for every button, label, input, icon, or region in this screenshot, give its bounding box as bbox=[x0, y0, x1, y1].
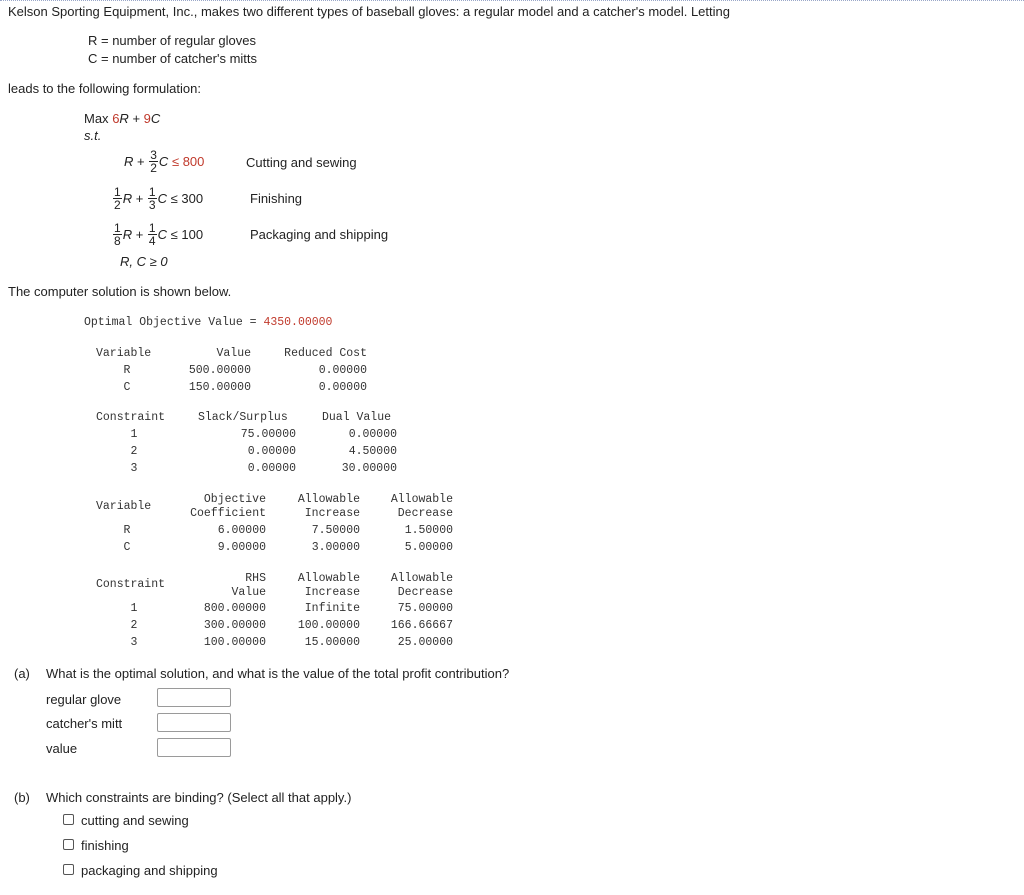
packaging-shipping-checkbox[interactable] bbox=[63, 864, 74, 875]
t4-row-2-inc: 100.00000 bbox=[297, 619, 360, 632]
t2-header-constraint: Constraint bbox=[96, 411, 166, 424]
constraint-2-c: C bbox=[157, 190, 167, 206]
t2-row-1-dual: 0.00000 bbox=[348, 428, 397, 441]
t1-row-2-var: C bbox=[123, 381, 131, 394]
t3-header-objective: Objective bbox=[203, 493, 266, 506]
constraint-2-plus: + bbox=[135, 190, 144, 206]
frac-den: 8 bbox=[114, 233, 121, 248]
frac-den: 3 bbox=[148, 197, 156, 212]
st-label: s.t. bbox=[84, 128, 102, 143]
frac-den: 2 bbox=[150, 160, 157, 175]
obj-coef-r: 6 bbox=[112, 111, 120, 126]
frac-den: 2 bbox=[114, 197, 121, 212]
nonneg-constraint: R, C ≥ 0 bbox=[120, 254, 168, 269]
regular-glove-label: regular glove bbox=[46, 692, 122, 707]
t3-row-2-inc: 3.00000 bbox=[311, 541, 360, 554]
t2-row-3-dual: 30.00000 bbox=[341, 462, 397, 475]
cutting-sewing-option-label[interactable]: cutting and sewing bbox=[81, 813, 189, 828]
constraint-1-rel: ≤ bbox=[171, 153, 180, 169]
obj-var-c: C bbox=[150, 111, 161, 126]
top-divider bbox=[0, 0, 1024, 2]
part-a-label: (a) bbox=[14, 666, 30, 681]
max-label: Max bbox=[84, 111, 109, 126]
obj-var-r: R bbox=[119, 111, 129, 126]
frac-num: 1 bbox=[148, 184, 156, 199]
t4-row-3-dec: 25.00000 bbox=[397, 636, 453, 649]
t4-row-1-constraint: 1 bbox=[130, 602, 138, 615]
constraint-2-rhs: 300 bbox=[181, 190, 204, 206]
t3-row-1-coef: 6.00000 bbox=[217, 524, 266, 537]
t3-header-coefficient: Coefficient bbox=[190, 507, 266, 520]
t1-header-variable: Variable bbox=[96, 347, 152, 360]
t3-row-1-dec: 1.50000 bbox=[404, 524, 453, 537]
constraint-3-r: R bbox=[122, 226, 133, 242]
t4-row-3-inc: 15.00000 bbox=[304, 636, 360, 649]
solution-intro: The computer solution is shown below. bbox=[8, 284, 232, 299]
constraint-2 bbox=[112, 183, 203, 213]
t4-header-allow-dec-2: Decrease bbox=[397, 586, 453, 599]
t3-row-2-dec: 5.00000 bbox=[404, 541, 453, 554]
obj-coef-c: 9 bbox=[143, 111, 151, 126]
t4-header-constraint: Constraint bbox=[96, 578, 166, 591]
t4-row-3-constraint: 3 bbox=[130, 636, 138, 649]
t2-row-3-slack: 0.00000 bbox=[247, 462, 296, 475]
constraint-2-rel: ≤ bbox=[170, 190, 178, 206]
constraint-1-label: Cutting and sewing bbox=[246, 155, 357, 170]
constraint-1-c-fraction bbox=[149, 149, 158, 174]
constraint-1 bbox=[124, 146, 204, 176]
t4-row-2-constraint: 2 bbox=[130, 619, 138, 632]
constraint-3-r-fraction bbox=[113, 222, 122, 247]
part-a-question: What is the optimal solution, and what is the value of the total profit contribution? bbox=[46, 666, 510, 681]
t2-row-3-constraint: 3 bbox=[130, 462, 138, 475]
constraint-2-r: R bbox=[122, 190, 133, 206]
t4-row-2-rhs: 300.00000 bbox=[203, 619, 266, 632]
t4-row-2-dec: 166.66667 bbox=[390, 619, 453, 632]
optimal-objective bbox=[84, 316, 332, 329]
part-b-question: Which constraints are binding? (Select all that apply.) bbox=[46, 790, 352, 805]
t1-row-1-var: R bbox=[123, 364, 131, 377]
constraint-1-r: R bbox=[124, 153, 134, 169]
t3-header-allow-inc-1: Allowable bbox=[297, 493, 360, 506]
constraint-3 bbox=[112, 219, 203, 249]
frac-num: 1 bbox=[148, 220, 156, 235]
constraint-2-label: Finishing bbox=[250, 191, 303, 206]
t4-header-value: Value bbox=[231, 586, 266, 599]
t4-header-allow-inc-2: Increase bbox=[304, 586, 360, 599]
def-c: C = number of catcher's mitts bbox=[88, 51, 258, 66]
frac-den: 4 bbox=[148, 233, 156, 248]
t2-row-2-constraint: 2 bbox=[130, 445, 138, 458]
constraint-3-rel: ≤ bbox=[170, 226, 178, 242]
t4-row-3-rhs: 100.00000 bbox=[203, 636, 266, 649]
leads-text: leads to the following formulation: bbox=[8, 81, 201, 96]
catchers-mitt-input[interactable] bbox=[157, 713, 231, 732]
finishing-option-label[interactable]: finishing bbox=[81, 838, 129, 853]
constraint-2-c-fraction bbox=[148, 186, 157, 211]
finishing-checkbox[interactable] bbox=[63, 839, 74, 850]
obj-plus: + bbox=[132, 111, 141, 126]
t4-row-1-inc: Infinite bbox=[304, 602, 360, 615]
t4-header-allow-inc-1: Allowable bbox=[297, 572, 360, 585]
t1-row-2-value: 150.00000 bbox=[188, 381, 251, 394]
t3-header-allow-dec-1: Allowable bbox=[390, 493, 453, 506]
constraint-3-label: Packaging and shipping bbox=[250, 227, 389, 242]
intro-text: Kelson Sporting Equipment, Inc., makes two different types of baseball gloves: a regular model and a catcher's model. Letting bbox=[8, 4, 730, 19]
constraint-3-plus: + bbox=[135, 226, 144, 242]
t2-header-dual: Dual Value bbox=[322, 411, 392, 424]
regular-glove-input[interactable] bbox=[157, 688, 231, 707]
frac-num: 3 bbox=[150, 147, 157, 162]
t3-header-allow-inc-2: Increase bbox=[304, 507, 360, 520]
t2-header-slack: Slack/Surplus bbox=[198, 411, 288, 424]
constraint-1-rhs: 800 bbox=[182, 153, 205, 169]
def-r: R = number of regular gloves bbox=[88, 33, 257, 48]
t1-header-reduced-cost: Reduced Cost bbox=[284, 347, 367, 360]
t2-row-1-slack: 75.00000 bbox=[240, 428, 296, 441]
optimal-value: 4350.00000 bbox=[263, 316, 333, 329]
t1-row-1-value: 500.00000 bbox=[188, 364, 251, 377]
t1-row-2-reduced: 0.00000 bbox=[318, 381, 367, 394]
t4-header-allow-dec-1: Allowable bbox=[390, 572, 453, 585]
part-b-label: (b) bbox=[14, 790, 30, 805]
t3-header-variable: Variable bbox=[96, 500, 152, 513]
value-input[interactable] bbox=[157, 738, 231, 757]
t4-row-1-dec: 75.00000 bbox=[397, 602, 453, 615]
t3-header-allow-dec-2: Decrease bbox=[397, 507, 453, 520]
objective-function bbox=[84, 111, 160, 126]
frac-num: 1 bbox=[114, 220, 121, 235]
t3-row-2-var: C bbox=[123, 541, 131, 554]
constraint-1-c: C bbox=[158, 153, 169, 169]
t4-row-1-rhs: 800.00000 bbox=[203, 602, 266, 615]
t1-header-value: Value bbox=[216, 347, 251, 360]
t1-row-1-reduced: 0.00000 bbox=[318, 364, 367, 377]
t2-row-2-dual: 4.50000 bbox=[348, 445, 397, 458]
t4-header-rhs: RHS bbox=[245, 572, 266, 585]
constraint-3-c-fraction bbox=[148, 222, 157, 247]
constraint-3-rhs: 100 bbox=[181, 226, 204, 242]
constraint-3-c: C bbox=[157, 226, 167, 242]
value-label: value bbox=[46, 741, 78, 756]
cutting-sewing-checkbox[interactable] bbox=[63, 814, 74, 825]
frac-num: 1 bbox=[114, 184, 121, 199]
optimal-label: Optimal Objective Value = bbox=[84, 316, 257, 329]
constraint-2-r-fraction bbox=[113, 186, 122, 211]
t3-row-2-coef: 9.00000 bbox=[217, 541, 266, 554]
t3-row-1-inc: 7.50000 bbox=[311, 524, 360, 537]
t2-row-1-constraint: 1 bbox=[130, 428, 138, 441]
t2-row-2-slack: 0.00000 bbox=[247, 445, 296, 458]
t3-row-1-var: R bbox=[123, 524, 131, 537]
packaging-shipping-option-label[interactable]: packaging and shipping bbox=[81, 863, 218, 878]
constraint-1-plus: + bbox=[137, 153, 145, 169]
catchers-mitt-label: catcher's mitt bbox=[46, 716, 123, 731]
